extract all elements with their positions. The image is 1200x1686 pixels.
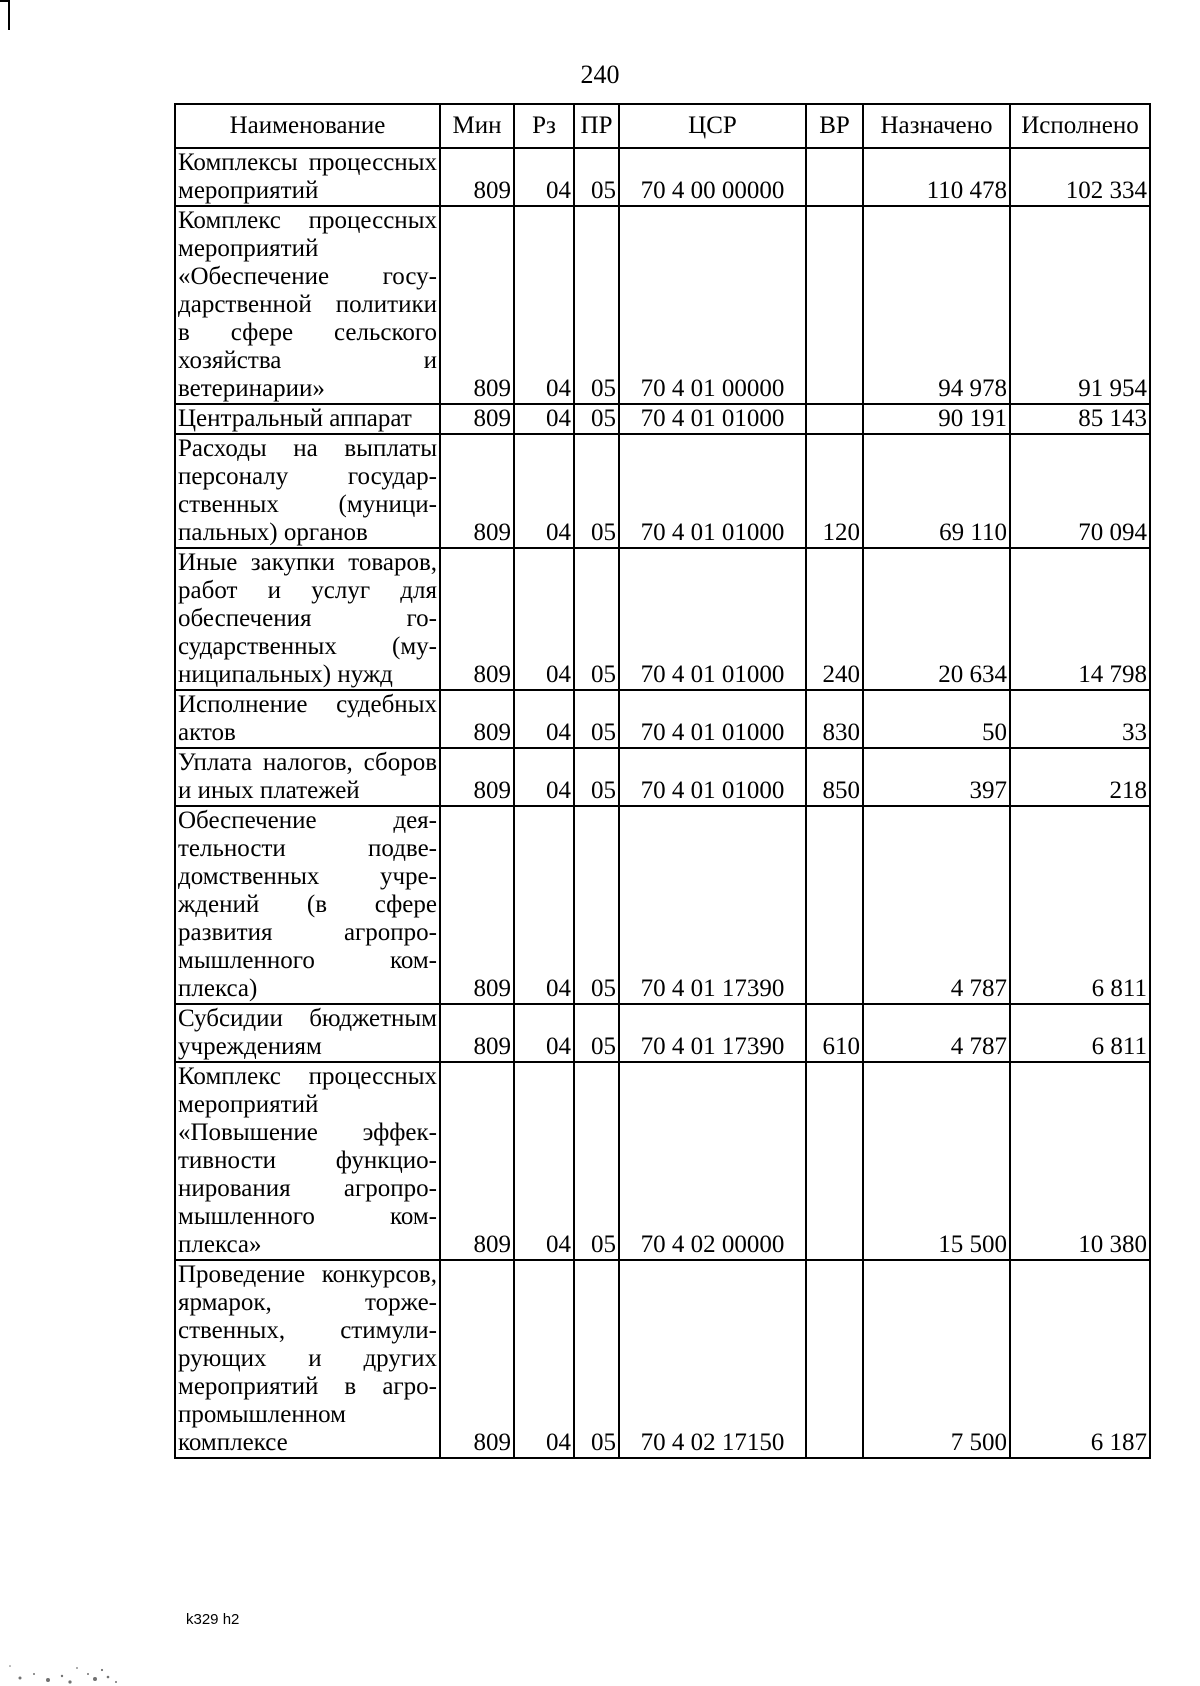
table-row <box>175 690 1150 748</box>
row-rz: 04 <box>514 748 574 806</box>
row-csr: 70 4 01 01000 <box>619 748 806 806</box>
row-executed: 33 <box>1010 690 1150 748</box>
header-csr: ЦСР <box>619 104 806 148</box>
table-header <box>175 104 1150 148</box>
row-rz: 04 <box>514 690 574 748</box>
row-pr: 05 <box>574 690 619 748</box>
row-assigned: 397 <box>863 748 1010 806</box>
row-rz: 04 <box>514 1062 574 1260</box>
header-min: Мин <box>440 104 514 148</box>
row-vr <box>806 404 863 434</box>
table-row <box>175 1004 1150 1062</box>
row-csr: 70 4 01 01000 <box>619 404 806 434</box>
row-vr <box>806 806 863 1004</box>
row-csr: 70 4 01 01000 <box>619 548 806 690</box>
scan-noise-speckles <box>0 1616 140 1686</box>
row-rz: 04 <box>514 148 574 206</box>
row-pr: 05 <box>574 748 619 806</box>
row-csr: 70 4 01 17390 <box>619 806 806 1004</box>
row-vr: 830 <box>806 690 863 748</box>
header-vr: ВР <box>806 104 863 148</box>
row-name: Иные закупки товаров, работ и услуг для обеспечения государственных (муниципальных) нужд <box>175 548 440 690</box>
row-csr: 70 4 01 17390 <box>619 1004 806 1062</box>
table-body <box>175 148 1150 1458</box>
row-assigned: 7 500 <box>863 1260 1010 1458</box>
row-vr <box>806 206 863 404</box>
row-assigned: 15 500 <box>863 1062 1010 1260</box>
row-vr: 120 <box>806 434 863 548</box>
row-assigned: 69 110 <box>863 434 1010 548</box>
row-name: Центральный аппарат <box>175 404 440 434</box>
row-pr: 05 <box>574 548 619 690</box>
table-row <box>175 1062 1150 1260</box>
row-executed: 6 187 <box>1010 1260 1150 1458</box>
row-csr: 70 4 00 00000 <box>619 148 806 206</box>
row-vr <box>806 1062 863 1260</box>
row-name: Комплексы процессных мероприятий <box>175 148 440 206</box>
row-min: 809 <box>440 148 514 206</box>
row-rz: 04 <box>514 1260 574 1458</box>
row-csr: 70 4 01 01000 <box>619 434 806 548</box>
row-vr <box>806 1260 863 1458</box>
table-row <box>175 404 1150 434</box>
row-vr: 240 <box>806 548 863 690</box>
row-assigned: 90 191 <box>863 404 1010 434</box>
row-executed: 218 <box>1010 748 1150 806</box>
row-rz: 04 <box>514 206 574 404</box>
table-row <box>175 434 1150 548</box>
row-executed: 91 954 <box>1010 206 1150 404</box>
table-row <box>175 548 1150 690</box>
row-executed: 102 334 <box>1010 148 1150 206</box>
row-pr: 05 <box>574 434 619 548</box>
row-min: 809 <box>440 1260 514 1458</box>
row-name: Расходы на выплаты персоналу государственных (муниципальных) органов <box>175 434 440 548</box>
row-csr: 70 4 01 00000 <box>619 206 806 404</box>
page-number: 240 <box>580 60 620 89</box>
row-min: 809 <box>440 690 514 748</box>
row-vr <box>806 148 863 206</box>
row-min: 809 <box>440 1062 514 1260</box>
row-executed: 70 094 <box>1010 434 1150 548</box>
row-pr: 05 <box>574 148 619 206</box>
row-csr: 70 4 02 17150 <box>619 1260 806 1458</box>
row-name: Субсидии бюджетным учреждениям <box>175 1004 440 1062</box>
table-row <box>175 1260 1150 1458</box>
row-name: Обеспечение деятельности подведомственных учреждений (в сфере развития агропромышленного комплекса) <box>175 806 440 1004</box>
row-min: 809 <box>440 748 514 806</box>
row-executed: 6 811 <box>1010 1004 1150 1062</box>
row-executed: 6 811 <box>1010 806 1150 1004</box>
row-assigned: 50 <box>863 690 1010 748</box>
row-rz: 04 <box>514 434 574 548</box>
row-name: Исполнение судебных актов <box>175 690 440 748</box>
header-row <box>175 104 1150 148</box>
row-vr: 610 <box>806 1004 863 1062</box>
scan-corner-mark <box>0 0 10 30</box>
row-pr: 05 <box>574 1260 619 1458</box>
header-assigned: Назначено <box>863 104 1010 148</box>
row-name: Уплата налогов, сборов и иных платежей <box>175 748 440 806</box>
row-assigned: 110 478 <box>863 148 1010 206</box>
row-assigned: 20 634 <box>863 548 1010 690</box>
row-executed: 14 798 <box>1010 548 1150 690</box>
row-min: 809 <box>440 404 514 434</box>
budget-table <box>174 103 1151 1459</box>
row-executed: 10 380 <box>1010 1062 1150 1260</box>
row-rz: 04 <box>514 1004 574 1062</box>
header-pr: ПР <box>574 104 619 148</box>
row-pr: 05 <box>574 1062 619 1260</box>
row-csr: 70 4 01 01000 <box>619 690 806 748</box>
row-pr: 05 <box>574 206 619 404</box>
row-min: 809 <box>440 434 514 548</box>
table-row <box>175 206 1150 404</box>
header-rz: Рз <box>514 104 574 148</box>
table-row <box>175 748 1150 806</box>
row-rz: 04 <box>514 548 574 690</box>
row-pr: 05 <box>574 404 619 434</box>
row-name: Проведение конкурсов, ярмарок, торжественных, стимулирующих и других мероприятий в агропромышленном комплексе <box>175 1260 440 1458</box>
row-name: Комплекс процессных мероприятий «Обеспечение государственной политики в сфере сельского хозяйства и ветеринарии» <box>175 206 440 404</box>
row-name: Комплекс процессных мероприятий «Повышение эффективности функционирования агропромышленного комплекса» <box>175 1062 440 1260</box>
row-csr: 70 4 02 00000 <box>619 1062 806 1260</box>
row-assigned: 4 787 <box>863 1004 1010 1062</box>
row-assigned: 4 787 <box>863 806 1010 1004</box>
table-row <box>175 806 1150 1004</box>
row-min: 809 <box>440 806 514 1004</box>
row-min: 809 <box>440 548 514 690</box>
row-rz: 04 <box>514 806 574 1004</box>
row-min: 809 <box>440 1004 514 1062</box>
row-assigned: 94 978 <box>863 206 1010 404</box>
table-row <box>175 148 1150 206</box>
row-rz: 04 <box>514 404 574 434</box>
row-min: 809 <box>440 206 514 404</box>
row-pr: 05 <box>574 806 619 1004</box>
header-name: Наименование <box>175 104 440 148</box>
header-executed: Исполнено <box>1010 104 1150 148</box>
row-pr: 05 <box>574 1004 619 1062</box>
row-executed: 85 143 <box>1010 404 1150 434</box>
row-vr: 850 <box>806 748 863 806</box>
footer-code: k329 h2 <box>186 1611 240 1628</box>
